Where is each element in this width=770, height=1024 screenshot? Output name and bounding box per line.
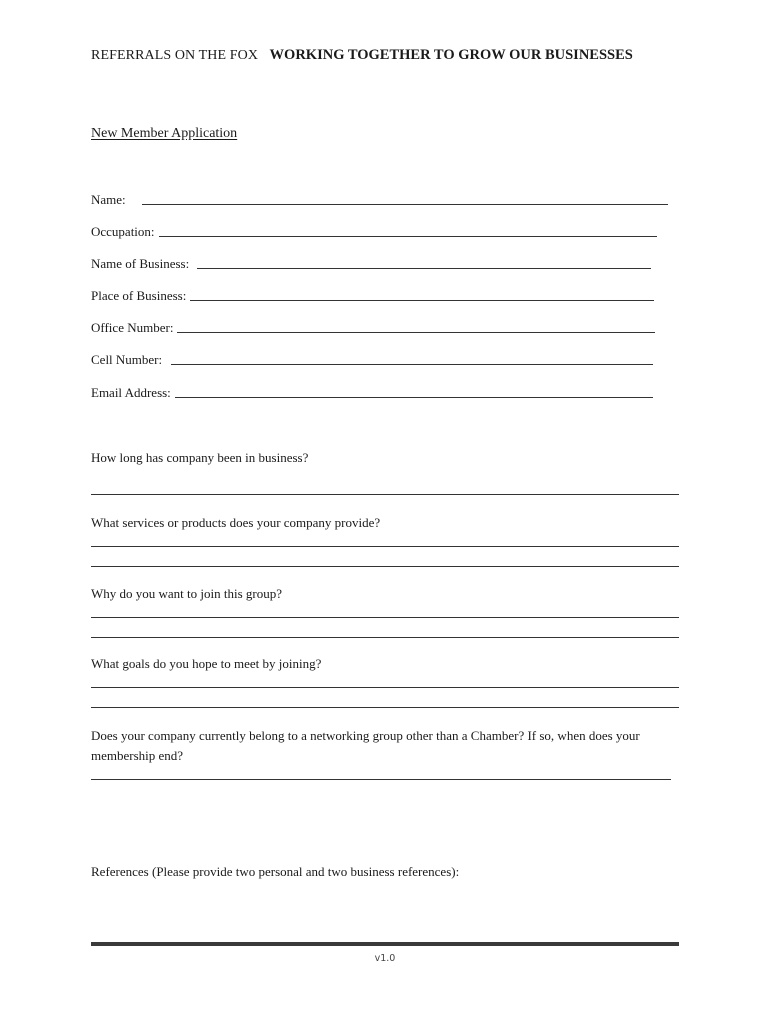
answer-line-services-1[interactable] [91, 546, 679, 547]
answer-line-services-2[interactable] [91, 566, 679, 567]
page-header [91, 47, 633, 64]
answer-line-networking[interactable] [91, 779, 671, 780]
office-number-field[interactable] [91, 320, 655, 336]
answer-line-goals-1[interactable] [91, 687, 679, 688]
answer-line-why-join-2[interactable] [91, 637, 679, 638]
occupation-label: Occupation: [91, 224, 155, 239]
tagline: WORKING TOGETHER TO GROW OUR BUSINESSES [269, 47, 633, 63]
version-label: v1.0 [374, 953, 396, 964]
business-name-line[interactable] [197, 267, 651, 269]
footer-divider [91, 942, 679, 946]
question-how-long: How long has company been in business? [91, 450, 309, 465]
office-number-label: Office Number: [91, 320, 174, 335]
question-references: References (Please provide two personal and two business references): [91, 864, 460, 879]
name-field[interactable] [91, 192, 668, 208]
business-place-line[interactable] [190, 299, 654, 301]
answer-line-goals-2[interactable] [91, 707, 679, 708]
answer-line-how-long[interactable] [91, 494, 679, 495]
business-place-field[interactable] [91, 288, 654, 304]
name-label: Name: [91, 192, 126, 207]
business-place-label: Place of Business: [91, 288, 187, 303]
question-why-join: Why do you want to join this group? [91, 586, 283, 601]
email-field[interactable] [91, 385, 653, 401]
occupation-field[interactable] [91, 224, 657, 240]
email-label: Email Address: [91, 385, 171, 400]
question-services: What services or products does your company provide? [91, 515, 381, 530]
org-name: REFERRALS ON THE FOX [91, 48, 259, 63]
email-line[interactable] [175, 396, 653, 398]
office-number-line[interactable] [177, 331, 655, 333]
occupation-line[interactable] [159, 235, 657, 237]
form-title: New Member Application [91, 126, 238, 141]
question-goals: What goals do you hope to meet by joining? [91, 656, 322, 671]
business-name-field[interactable] [91, 256, 651, 272]
cell-number-line[interactable] [171, 363, 653, 365]
cell-number-field[interactable] [91, 352, 653, 368]
question-networking: Does your company currently belong to a networking group other than a Chamber? If so, when does your membership end? [91, 728, 640, 763]
business-name-label: Name of Business: [91, 256, 190, 271]
answer-line-why-join-1[interactable] [91, 617, 679, 618]
cell-number-label: Cell Number: [91, 352, 163, 367]
name-line[interactable] [142, 203, 668, 205]
